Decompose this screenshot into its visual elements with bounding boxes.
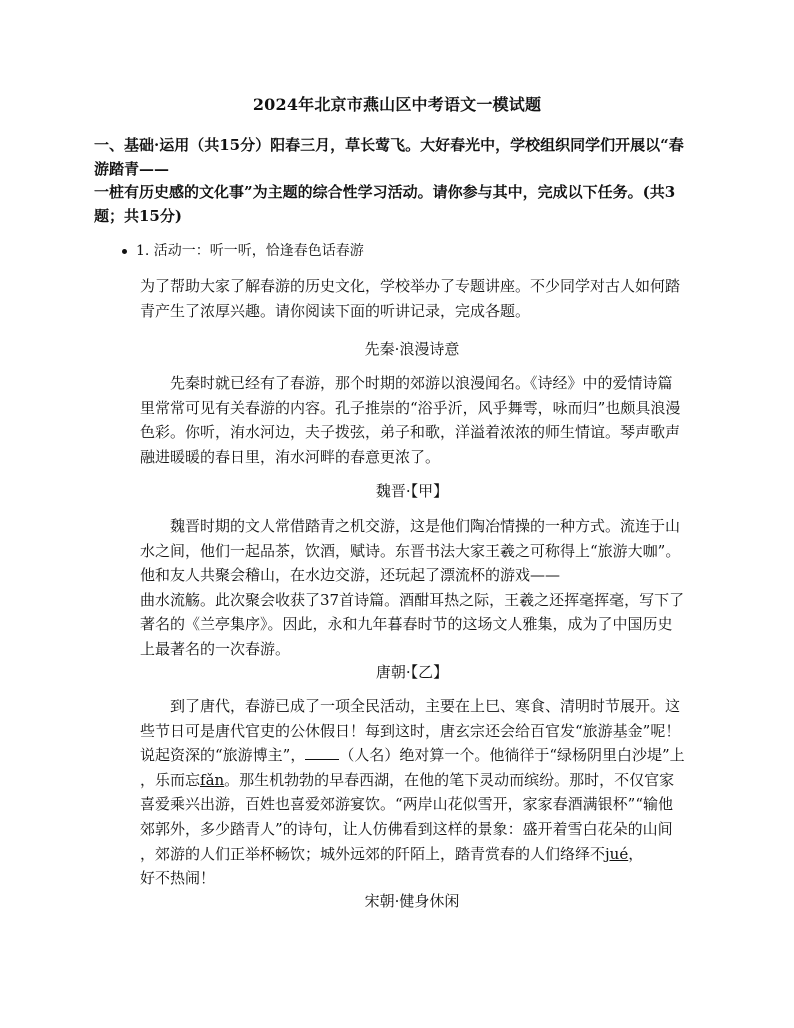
subheading-qin: 先秦·浪漫诗意 [364, 340, 460, 358]
section-heading [94, 134, 700, 228]
section-heading-line: 游踏青—— [94, 159, 170, 178]
paragraph-line: 喜爱乘兴出游，百姓也喜爱郊游宴饮。“两岸山花似雪开，家家春酒满银杯”“输他 [140, 795, 674, 814]
text-run: ， [628, 844, 644, 863]
paragraph-line: 郊郭外，多少踏青人”的诗句，让人仿佛看到这样的景象：盛开着雪白花朵的山间 [140, 819, 673, 838]
paragraph-line: 里常常可见有关春游的内容。孔子推崇的“浴乎沂，风乎舞雩，咏而归”也颇具浪漫 [140, 398, 681, 417]
text-run: ，郊游的人们正举杯畅饮；城外远郊的阡陌上，踏青赏春的人们络绎不 [140, 844, 606, 863]
subheading-tang: 唐朝·【乙】 [375, 663, 449, 681]
page-title: 2024年北京市燕山区中考语文一模试题 [252, 95, 542, 114]
paragraph-line: 水之间，他们一起品茶，饮酒，赋诗。东晋书法大家王羲之可称得上“旅游大咖”。 [140, 541, 681, 560]
paragraph-line: 先秦时就已经有了春游，那个时期的郊游以浪漫闻名。《诗经》中的爱情诗篇 [170, 374, 673, 392]
question-1-label: 1. 活动一：听一听，恰逢春色话春游 [136, 243, 364, 259]
paragraph-line: 为了帮助大家了解春游的历史文化，学校举办了专题讲座。不少同学对古人如何踏 [140, 277, 681, 295]
section-heading-line: 题；共15分) [94, 206, 182, 225]
jin-paragraph [140, 514, 700, 662]
pinyin-blank: jué [605, 844, 629, 863]
text-run: （人名）绝对算一个。他徜徉于“绿杨阴里白沙堤”上 [339, 746, 685, 765]
paragraph-line: 他和友人共聚会稽山，在水边交游，还玩起了漂流杯的游戏—— [140, 566, 561, 585]
text-run: 说起资深的“旅游博主”， [140, 746, 306, 765]
paragraph-line [140, 842, 700, 867]
section-heading-line: 一、基础·运用（共15分）阳春三月，草长莺飞。大好春光中，学校组织同学们开展以“春 [94, 136, 684, 154]
paragraph-line [140, 743, 700, 768]
paragraph-line: 魏晋时期的文人常借踏青之机交游，这是他们陶冶情操的一种方式。流连于山 [170, 517, 681, 535]
fill-in-blank[interactable] [305, 745, 339, 760]
tang-paragraph [140, 694, 700, 891]
subheading-jin: 魏晋·【甲】 [375, 482, 449, 500]
intro-paragraph [140, 274, 700, 323]
paragraph-line: 上最著名的一次春游。 [140, 639, 291, 658]
paragraph-line: 些节日可是唐代官吏的公休假日！每到这时，唐玄宗还会给百官发“旅游基金”呢！ [140, 721, 681, 740]
section-heading-line: 一桩有历史感的文化事”为主题的综合性学习活动。请你参与其中，完成以下任务。(共3 [94, 183, 676, 201]
bullet-icon [122, 249, 127, 254]
paragraph-line: 好不热闹！ [140, 869, 216, 888]
paragraph-line [140, 768, 700, 793]
qin-paragraph [140, 371, 700, 469]
text-run: ，乐而忘 [140, 770, 201, 789]
question-1-item [122, 240, 364, 260]
paragraph-line: 曲水流觞。此次聚会收获了37首诗篇。酒酣耳热之际，王羲之还挥毫挥毫，写下了 [140, 590, 685, 609]
subheading-song: 宋朝·健身休闲 [364, 892, 460, 910]
paragraph-line: 青产生了浓厚兴趣。请你阅读下面的听讲记录，完成各题。 [140, 301, 531, 320]
paragraph-line: 融进暖暖的春日里，洧水河畔的春意更浓了。 [140, 447, 441, 466]
pinyin-blank: fǎn [200, 770, 225, 789]
paragraph-line: 色彩。你听，洧水河边，夫子拨弦，弟子和歌，洋溢着浓浓的师生情谊。琴声歌声 [140, 423, 681, 442]
paragraph-line: 著名的《兰亭集序》。因此，永和九年暮春时节的这场文人雅集，成为了中国历史 [140, 615, 673, 634]
text-run: 。那生机勃勃的早春西湖，在他的笔下灵动而缤纷。那时，不仅官家 [224, 770, 675, 789]
paragraph-line: 到了唐代，春游已成了一项全民活动，主要在上巳、寒食、清明时节展开。这 [170, 697, 681, 715]
